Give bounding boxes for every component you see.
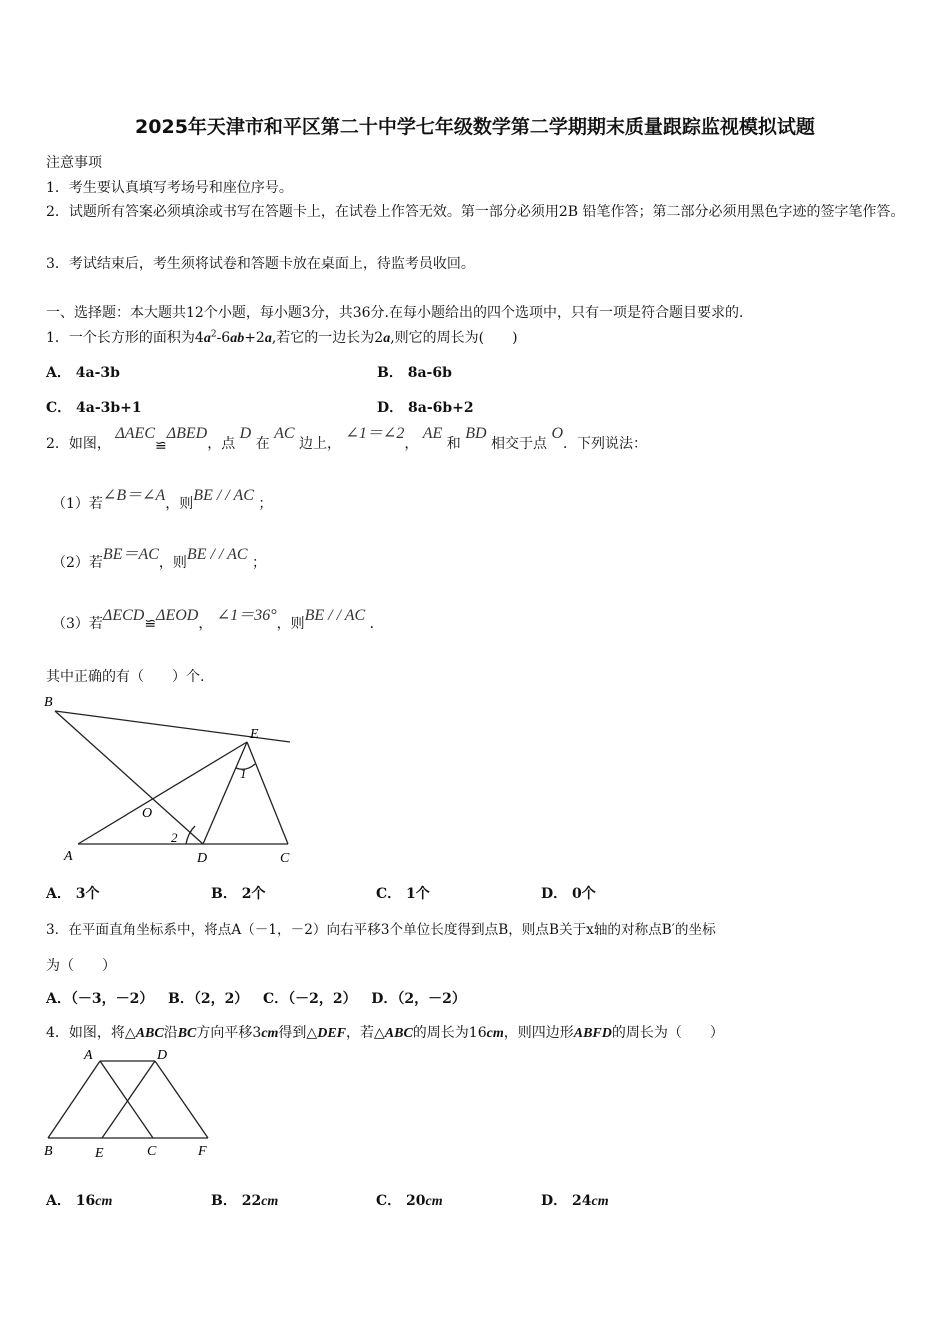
label-a: A: [64, 849, 73, 864]
q3-stem-line2: 为（ ）: [46, 958, 116, 974]
q2-stem: 2．如图， ΔAEC≌ΔBED，点 D 在 AC 边上， ∠1＝∠2， AE 和 BD 相交于点 O．下列说法：: [46, 425, 648, 454]
label-a: A: [84, 1048, 93, 1063]
q2-statement-2: （2）若BE＝AC，则BE / / AC ；: [52, 546, 266, 571]
q4-option-c[interactable]: C． 20cm: [376, 1193, 443, 1209]
q2-figure: [40, 690, 310, 870]
section-heading: 一、选择题：本大题共12个小题，每小题3分，共36分.在每小题给出的四个选项中，只有一项是符合题目要求的.: [46, 305, 744, 321]
label-e: E: [250, 727, 259, 742]
segment-ae: [78, 742, 247, 844]
label-angle-2: 2: [171, 830, 178, 845]
label-d: D: [197, 851, 208, 866]
notice-item-3: 3．考试结束后，考生须将试卷和答题卡放在桌面上，待监考员收回。: [46, 256, 475, 272]
segment-de: [203, 742, 247, 844]
label-c: C: [280, 851, 290, 866]
q3-stem-line1: 3．在平面直角坐标系中，将点A（－1，－2）向右平移3个单位长度得到点B，则点B关于x轴的对称点B′的坐标: [46, 922, 716, 938]
q1-option-b[interactable]: B． 8a-6b: [377, 365, 452, 381]
label-d: D: [157, 1048, 168, 1063]
q3-option-b[interactable]: B．（2，2）: [167, 991, 249, 1007]
notice-item-1: 1．考生要认真填写考场号和座位序号。: [46, 180, 293, 196]
q2-option-d[interactable]: D． 0个: [541, 886, 596, 902]
q3-option-a[interactable]: A．（－3，－2）: [46, 991, 154, 1007]
label-b: B: [44, 695, 53, 710]
notice-item-2: 2．试题所有答案必须填涂或书写在答题卡上，在试卷上作答无效。第一部分必须用2B 铅笔作答；第二部分必须用黑色字迹的签字笔作答。: [46, 204, 905, 220]
q4-figure: [40, 1045, 220, 1165]
label-o: O: [142, 806, 153, 821]
q3-option-d[interactable]: D．（2，－2）: [371, 991, 466, 1007]
q4-option-b[interactable]: B． 22cm: [211, 1193, 279, 1209]
q2-option-a[interactable]: A． 3个: [46, 886, 100, 902]
q3-option-c[interactable]: C．（－2，2）: [262, 991, 357, 1007]
label-angle-1: 1: [240, 766, 247, 781]
q1-option-a[interactable]: A． 4a-3b: [46, 365, 120, 381]
segment-ab: [48, 1061, 100, 1138]
label-b: B: [44, 1144, 53, 1159]
q4-option-d[interactable]: D． 24cm: [541, 1193, 609, 1209]
page-title: 2025年天津市和平区第二十中学七年级数学第二学期期末质量跟踪监视模拟试题: [135, 116, 815, 138]
label-f: F: [198, 1144, 207, 1159]
segment-de: [102, 1061, 155, 1138]
q2-statement-1: （1）若∠B＝∠A，则BE / / AC ；: [52, 487, 273, 512]
segment-bd: [55, 711, 203, 844]
notice-heading: 注意事项: [46, 155, 102, 171]
label-c: C: [147, 1144, 157, 1159]
q4-option-a[interactable]: A． 16cm: [46, 1193, 113, 1209]
segment-df: [155, 1061, 208, 1138]
segment-ac: [100, 1061, 153, 1138]
q1-option-d[interactable]: D． 8a-6b+2: [377, 400, 474, 416]
label-e: E: [95, 1146, 104, 1161]
q1-stem: 1．一个长方形的面积为$4a^2-6ab+2a$,若它的一边长为2a,则它的周长为( ): [46, 329, 518, 346]
q2-option-b[interactable]: B． 2个: [211, 886, 266, 902]
segment-ec: [247, 742, 288, 844]
q2-statement-3: （3）若ΔECD≌ΔEOD， ∠1＝36°，则BE / / AC ．: [52, 607, 384, 632]
q4-stem: 4．如图，将△ABC沿BC方向平移3cm得到△DEF，若△ABC的周长为16cm，则四边形ABFD的周长为（ ）: [46, 1025, 724, 1041]
q2-option-c[interactable]: C． 1个: [376, 886, 430, 902]
q2-question: 其中正确的有（ ）个.: [46, 669, 205, 685]
q3-options: [46, 988, 466, 1008]
q1-option-c[interactable]: C． 4a-3b+1: [46, 400, 142, 416]
